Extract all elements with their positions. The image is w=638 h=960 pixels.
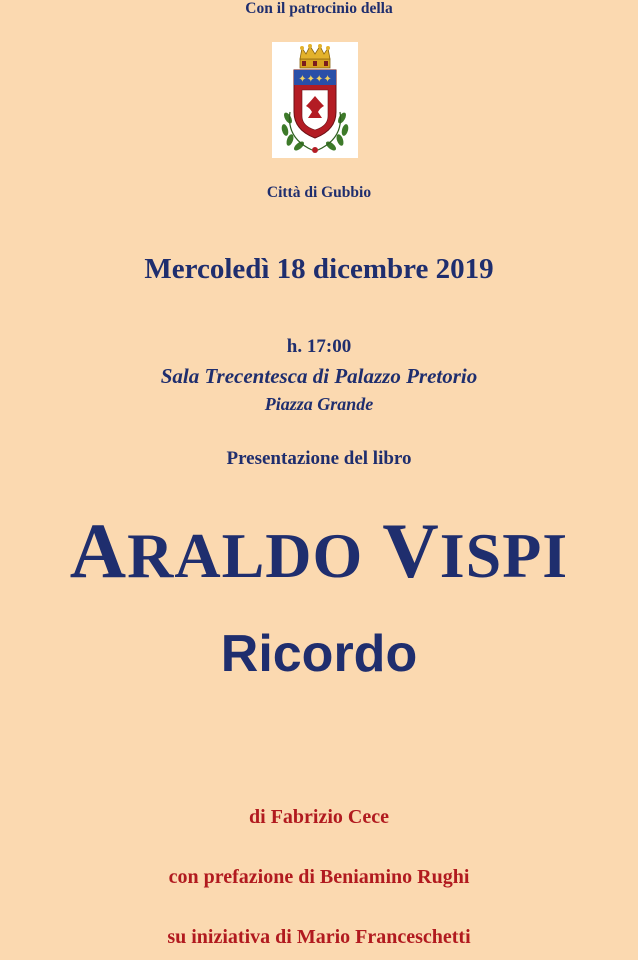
event-venue: Sala Trecentesca di Palazzo Pretorio <box>160 364 478 388</box>
event-time: h. 17:00 <box>286 336 352 357</box>
svg-text:✦✦✦✦: ✦✦✦✦ <box>298 74 332 85</box>
title-rest-araldo: RALDO <box>127 520 364 591</box>
title-initial-a: A <box>69 507 128 594</box>
crown-icon <box>300 44 330 68</box>
gubbio-coat-of-arms-logo <box>272 42 358 158</box>
city-name: Città di Gubbio <box>266 184 372 201</box>
shield-icon <box>294 70 336 138</box>
book-title <box>0 507 638 594</box>
initiative-credit: su iniziativa di Mario Franceschetti <box>167 926 471 948</box>
event-square: Piazza Grande <box>264 394 374 414</box>
event-date: Mercoledì 18 dicembre 2019 <box>144 253 494 285</box>
preface-credit: con prefazione di Beniamino Rughi <box>168 866 470 888</box>
patronage-text: Con il patrocinio della <box>245 0 393 17</box>
title-rest-vispi: ISPI <box>439 520 569 591</box>
presentation-label: Presentazione del libro <box>226 448 412 469</box>
title-initial-v: V <box>382 507 440 594</box>
author-credit: di Fabrizio Cece <box>249 806 389 828</box>
book-subtitle: Ricordo <box>220 625 418 683</box>
